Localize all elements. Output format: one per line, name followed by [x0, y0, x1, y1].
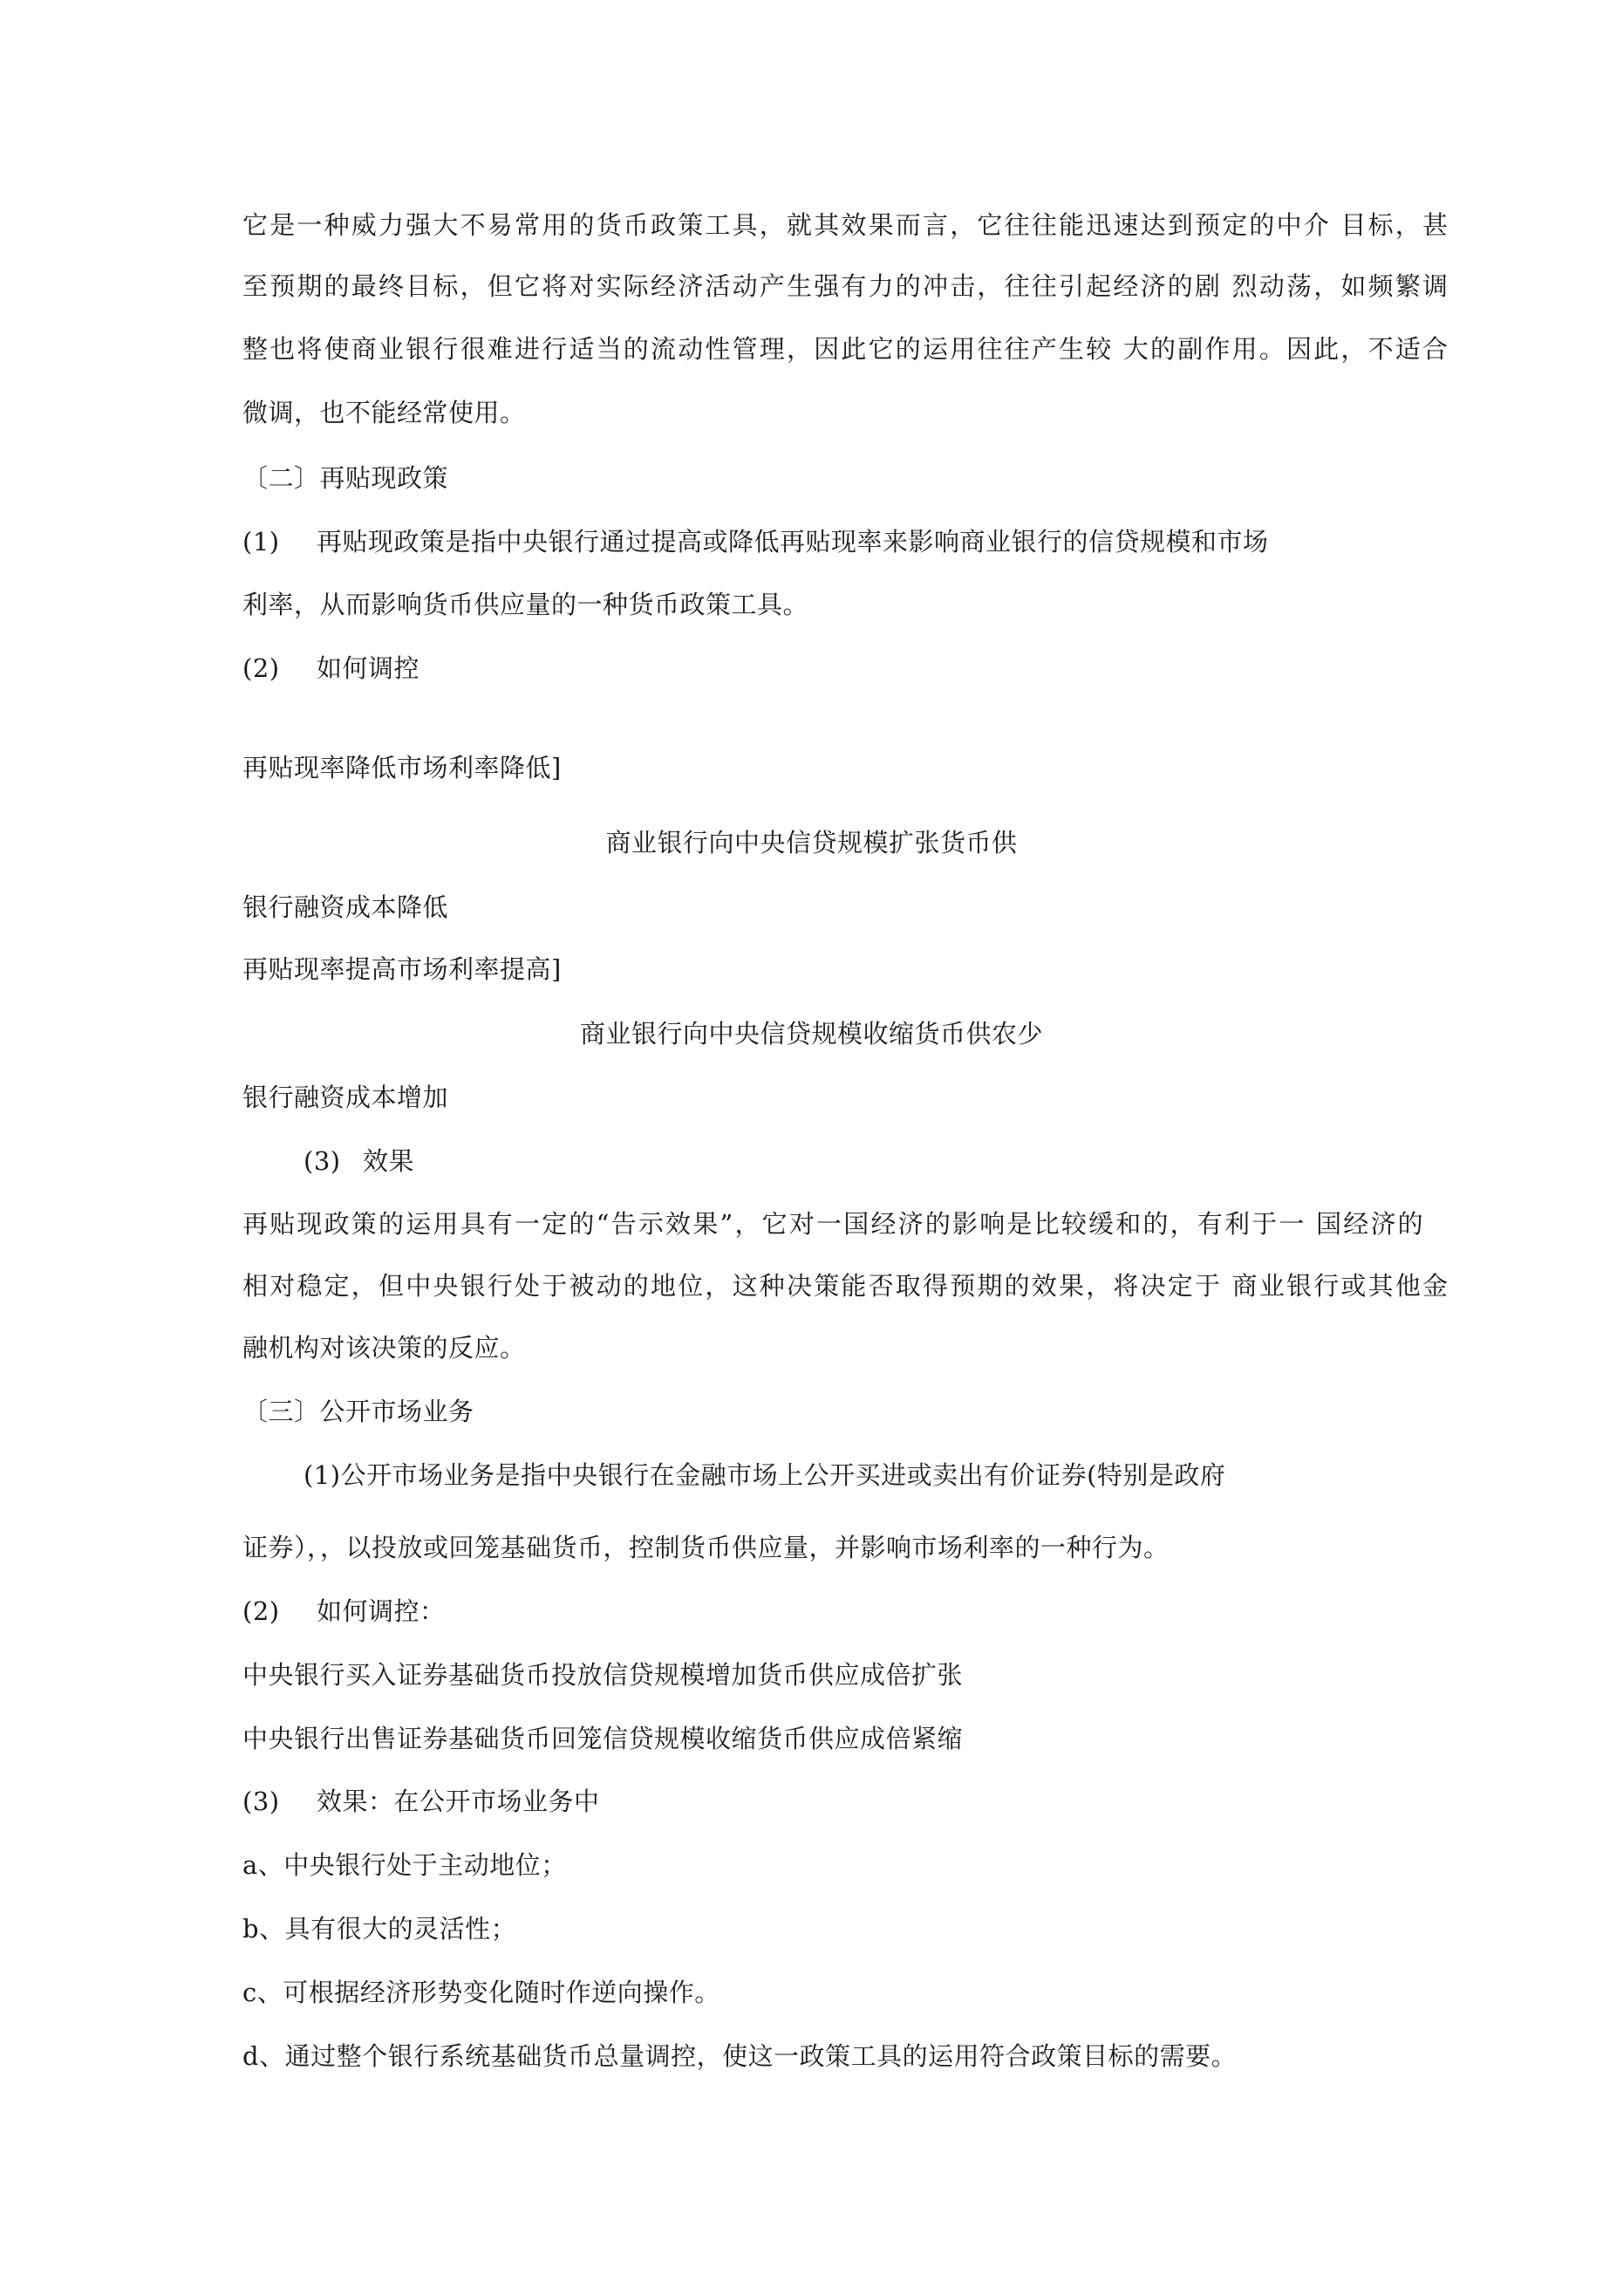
diagram-line: 银行融资成本增加: [242, 1083, 449, 1112]
numbered-line: [242, 1786, 600, 1817]
numbered-line: [303, 1145, 414, 1177]
paragraph-line: 微调，也不能经常使用。: [242, 398, 526, 427]
section-marker: 〔三〕: [242, 1397, 320, 1426]
section-title: 再贴现政策: [319, 463, 449, 493]
section-marker: 〔二〕: [242, 463, 320, 493]
subheading-text: 如何调控: [317, 653, 420, 683]
list-marker: (2): [242, 1596, 280, 1626]
diagram-center-line: 商业银行向中央信贷规模收缩货币供农少: [579, 1019, 1043, 1049]
list-marker: (3): [303, 1146, 341, 1176]
diagram-center-line: 商业银行向中央信贷规模扩张货币供: [605, 828, 1018, 858]
list-item: a、中央银行处于主动地位；: [242, 1850, 567, 1880]
list-marker: (2): [242, 653, 280, 683]
diagram-line: 银行融资成本降低: [242, 892, 449, 922]
paragraph-line: 整也将使商业银行很难进行适当的流动性管理，因此它的运用往往产生较 大的副作用。因此，不适合: [242, 334, 1450, 364]
numbered-line: [242, 653, 419, 684]
list-marker: (1): [242, 527, 280, 557]
list-item: b、具有很大的灵活性；: [242, 1914, 517, 1944]
paragraph-line: 它是一种威力强大不易常用的货币政策工具，就其效果而言，它往往能迅速达到预定的中介 目标，甚: [242, 210, 1450, 240]
numbered-line: [242, 526, 1269, 557]
paragraph-line: 利率，从而影响货币供应量的一种货币政策工具。: [242, 590, 809, 619]
paragraph-line: 融机构对该决策的反应。: [242, 1333, 526, 1363]
section-title: 公开市场业务: [319, 1397, 474, 1426]
subheading-text: 效果: [363, 1146, 415, 1176]
diagram-line: 再贴现率降低市场利率降低]: [242, 753, 562, 782]
paragraph-line: (1)公开市场业务是指中央银行在金融市场上公开买进或卖出有价证券(特别是政府: [303, 1460, 1226, 1490]
list-item: d、通过整个银行系统基础货币总量调控，使这一政策工具的运用符合政策目标的需要。: [242, 2041, 1238, 2071]
flow-line: 中央银行买入证券基础货币投放信贷规模增加货币供应成倍扩张: [242, 1660, 964, 1690]
numbered-line: [242, 1596, 446, 1627]
section-heading: [242, 1396, 474, 1427]
paragraph-line: 相对稳定，但中央银行处于被动的地位，这种决策能否取得预期的效果，将决定于 商业银行或其他金: [242, 1271, 1450, 1301]
definition-text: 再贴现政策是指中央银行通过提高或降低再贴现率来影响商业银行的信贷规模和市场: [317, 527, 1269, 557]
list-marker: (3): [242, 1787, 280, 1816]
list-item: c、可根据经济形势变化随时作逆向操作。: [242, 1978, 720, 2007]
paragraph-line: 证券），，以投放或回笼基础货币，控制货币供应量，并影响市场利率的一种行为。: [242, 1533, 1170, 1562]
flow-line: 中央银行出售证券基础货币回笼信贷规模收缩货币供应成倍紧缩: [242, 1724, 964, 1753]
section-heading: [242, 462, 448, 494]
paragraph-line: 至预期的最终目标，但它将对实际经济活动产生强有力的冲击，往往引起经济的剧 烈动荡，如频繁调: [242, 271, 1450, 301]
subheading-text: 如何调控：: [317, 1596, 446, 1626]
diagram-line: 再贴现率提高市场利率提高]: [242, 954, 562, 984]
paragraph-line: 再贴现政策的运用具有一定的“告示效果”，它对一国经济的影响是比较缓和的，有利于一 国经济的: [242, 1209, 1425, 1239]
subheading-text: 效果：在公开市场业务中: [317, 1787, 600, 1816]
